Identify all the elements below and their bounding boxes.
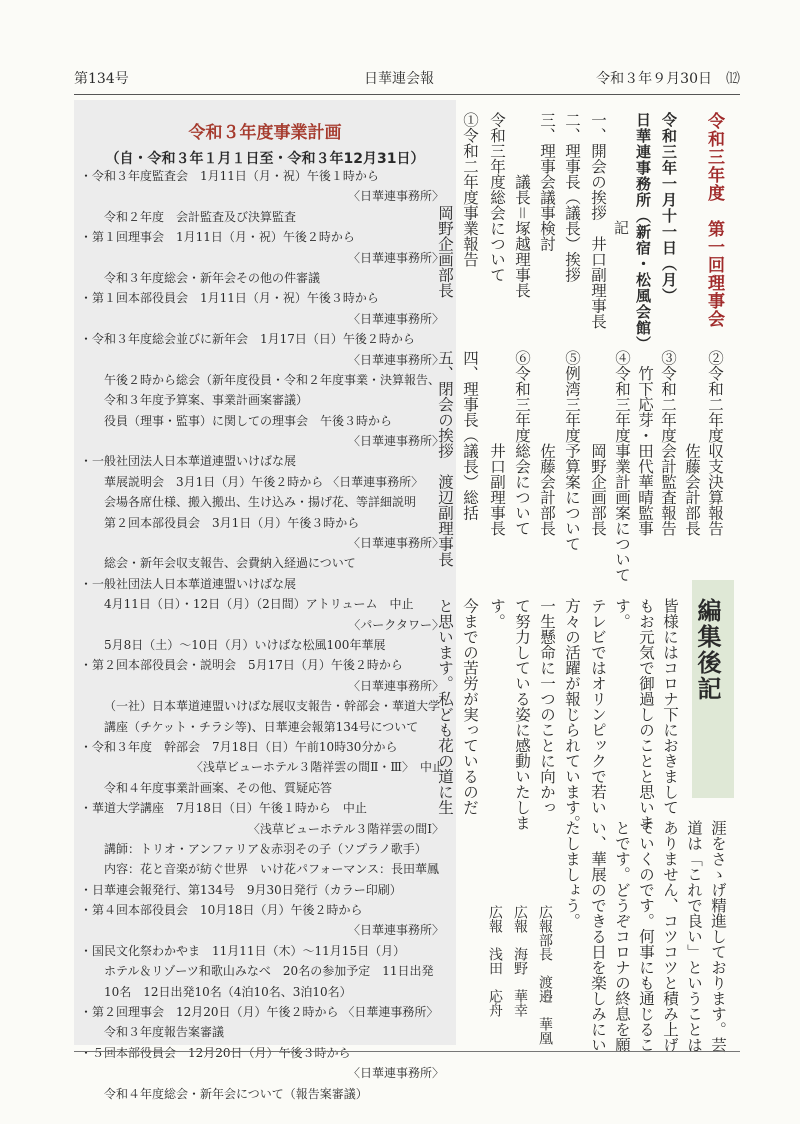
editorial-line: 皆様にはコロナ下におきまして bbox=[661, 598, 679, 815]
editorial-line: ていくのです。何事にも通じるこ bbox=[637, 820, 655, 1053]
agenda-item: 井口副理事長 bbox=[488, 350, 506, 536]
newsletter-title: 日華連会報 bbox=[364, 71, 434, 87]
meeting-place: 日華連事務所（新宿・松風会館） bbox=[634, 112, 652, 352]
plan-line: 5月8日（土）～10日（月）いけばな松風100年華展 bbox=[104, 637, 386, 652]
plan-line: 〈浅草ビューホテル３階祥雲の間Ⅰ〉 bbox=[247, 821, 444, 836]
editorial-line: ありません、コツコツと積み上げ bbox=[661, 820, 679, 1053]
editorial-line: 今までの苦労が実っているのだ bbox=[461, 598, 479, 815]
plan-line: 講師：トリオ・アンファリア＆赤羽その子（ソプラノ歌手） bbox=[104, 841, 427, 856]
plan-line: ・令和３年度監査会 1月11日（月・祝）午後１時から bbox=[80, 169, 379, 183]
plan-line: ・令和３年度総会並びに新年会 1月17日（日）午後２時から bbox=[80, 332, 415, 347]
plan-line: 〈日華連事務所〉 bbox=[347, 250, 444, 265]
plan-line: 役員（理事・監事）に関しての理事会 午後３時から bbox=[104, 413, 393, 428]
meeting-date: 令和三年一月十一日（月） bbox=[660, 112, 678, 304]
issue-date: 令和３年９月30日 bbox=[596, 71, 712, 87]
agenda-item: ④令和三年度事業計画案について bbox=[613, 350, 631, 583]
plan-line: 講座（チケット・チラシ等)、日華連会報第134号について bbox=[104, 719, 419, 734]
plan-line: 令和２年度 会計監査及び決算監査 bbox=[104, 209, 297, 224]
editorial-line: 一生懸命に一つのことに向かっ bbox=[538, 598, 556, 815]
agenda-item: ③令和二年度会計監査報告 bbox=[659, 350, 677, 536]
plan-line: ・第２回本部役員会・説明会 5月17日（月）午後２時から bbox=[80, 658, 403, 673]
plan-line: ・第２回理事会 12月20日（月）午後２時から 〈日華連事務所〉 bbox=[80, 1005, 439, 1020]
agenda-item: 令和三年度総会について bbox=[488, 112, 506, 283]
editorial-title: 編集後記 bbox=[693, 598, 721, 702]
agenda-item: ②令和二年度収支決算報告 bbox=[706, 350, 724, 536]
plan-period: （自・令和３年１月１日至・令和３年12月31日） bbox=[105, 151, 425, 167]
agenda-item: 議長＝塚越理事長 bbox=[513, 112, 531, 299]
plan-line: 〈日華連事務所〉 bbox=[347, 1066, 444, 1081]
plan-line: ・第４回本部役員会 10月18日（月）午後２時から bbox=[80, 903, 363, 918]
plan-line: 午後２時から総会（新年度役員・令和２年度事業・決算報告、 bbox=[104, 372, 441, 387]
plan-line: ・令和３年度 幹部会 7月18日（日）午前10時30分から bbox=[80, 739, 398, 754]
agenda-item: 四、理事長（議長）総括 bbox=[461, 350, 479, 521]
plan-line: 会場各席仕様、搬入搬出、生け込み・揚げ花、等詳細説明 bbox=[104, 495, 417, 510]
editorial-line: て努力している姿に感動いたしま bbox=[513, 598, 531, 831]
plan-line: 第２回本部役員会 3月1日（月）午後３時から bbox=[104, 515, 360, 530]
plan-line: ・国民文化祭わかやま 11月11日（木）～11月15日（月） bbox=[80, 943, 406, 958]
editorial-line: と思います。私ども花の道に生 bbox=[436, 598, 454, 815]
plan-line: ・一般社団法人日本華道連盟いけばな展 bbox=[80, 576, 297, 591]
plan-line: 〈日華連事務所〉 bbox=[347, 923, 444, 938]
footer-rule bbox=[74, 1051, 740, 1052]
meeting-title: 令和三年度 第一回理事会 bbox=[704, 112, 724, 328]
plan-line: 令和４年度総会・新年会について（報告案審議） bbox=[104, 1086, 368, 1101]
editorial-line: 方々の活躍が報じられています。 bbox=[563, 598, 581, 831]
plan-line: 令和３年度報告案審議 bbox=[104, 1025, 225, 1040]
editorial-line: とです。どうぞコロナの終息を願 bbox=[613, 820, 631, 1053]
agenda-item: 三、理事会議事検討 bbox=[538, 112, 556, 252]
plan-title: 令和３年度事業計画 bbox=[188, 123, 342, 143]
agenda-item: 五、閉会の挨拶 渡辺副理事長 bbox=[436, 350, 454, 567]
plan-line: 4月11日（日）・12日（月）（2日間）アトリューム 中止 bbox=[104, 597, 414, 612]
meeting-ki: 記 bbox=[612, 220, 630, 236]
plan-line: 〈パークタワー〉 bbox=[348, 617, 444, 632]
agenda-item: ⑤例湾三年度予算案について bbox=[563, 350, 581, 552]
plan-line: ・日華連会報発行、第134号 9月30日発行（カラー印刷） bbox=[80, 882, 402, 897]
agenda-item: 一、開会の挨拶 井口副理事長 bbox=[589, 112, 607, 329]
plan-line: （一社）日本華道連盟いけばな展収支報告・幹部会・華道大学 bbox=[104, 699, 441, 714]
agenda-item: 岡野企画部長 bbox=[589, 350, 607, 536]
plan-list bbox=[78, 166, 452, 1104]
plan-line: 令和３年度総会・新年会その他の件審議 bbox=[104, 270, 321, 285]
plan-line: 〈日華連事務所〉 bbox=[347, 678, 444, 693]
issue-date-page bbox=[596, 68, 740, 88]
signature-line: 広報 海野 華幸 bbox=[512, 905, 528, 1017]
agenda-item: 岡野企画部長 bbox=[436, 112, 454, 298]
editorial-line: 道は「これで良い」ということは bbox=[685, 820, 703, 1053]
agenda-item: 佐藤会計部長 bbox=[538, 350, 556, 536]
editorial-line: テレビではオリンピックで若い bbox=[589, 598, 607, 815]
plan-line: 〈日華連事務所〉 bbox=[347, 536, 444, 551]
agenda-item: 佐藤会計部長 bbox=[683, 350, 701, 536]
page-header bbox=[74, 68, 740, 92]
plan-line: 総会・新年会収支報告、会費納入経過について bbox=[104, 556, 356, 571]
header-rule bbox=[74, 94, 740, 95]
plan-line: ・第１回本部役員会 1月11日（月・祝）午後３時から bbox=[80, 291, 379, 306]
plan-line: 〈日華連事務所〉 bbox=[347, 189, 444, 204]
plan-line: 〈浅草ビューホテル３階祥雲の間Ⅱ・Ⅲ〉 中止 bbox=[190, 760, 444, 775]
plan-line: 華展説明会 3月1日（月）午後２時から 〈日華連事務所〉 bbox=[104, 474, 424, 489]
signature-line: 広報部長 渡邉 華凰 bbox=[537, 905, 553, 1045]
plan-line: 〈日華連事務所〉 bbox=[347, 352, 444, 367]
issue-number: 第134号 bbox=[74, 71, 129, 87]
plan-line: ・第１回理事会 1月11日（月・祝）午後２時から bbox=[80, 230, 355, 245]
agenda-item: 竹下応芽・田代華晴監事 bbox=[636, 350, 654, 536]
plan-line: 令和４年度事業計画案、その他、質疑応答 bbox=[104, 780, 333, 795]
plan-line: ホテル＆リゾーツ和歌山みなべ 20名の参加予定 11日出発 bbox=[104, 964, 434, 979]
editorial-line: もお元気で御過しのことと思いま bbox=[637, 598, 655, 831]
agenda-item: ①令和二年度事業報告 bbox=[461, 112, 479, 267]
plan-line: 令和３年度予算案、事業計画案審議） bbox=[104, 393, 309, 408]
plan-line: 10名 12日出発10名（4泊10名、3泊10名） bbox=[104, 984, 352, 999]
editorial-line: 涯をさゝげ精進しております。芸 bbox=[709, 820, 727, 1053]
plan-line: 〈日華連事務所〉 bbox=[347, 311, 444, 326]
plan-line: ・一般社団法人日本華道連盟いけばな展 bbox=[80, 454, 297, 469]
plan-line: ・華道大学講座 7月18日（日）午後１時から 中止 bbox=[80, 801, 367, 816]
editorial-line: す。 bbox=[613, 598, 631, 629]
signature-line: 広報 浅田 応舟 bbox=[487, 905, 503, 1017]
plan-line: 〈日華連事務所〉 bbox=[347, 434, 444, 449]
editorial-line: たしましょう。 bbox=[563, 820, 581, 929]
agenda-item: ⑥令和三年度総会について bbox=[513, 350, 531, 536]
editorial-line: い、華展のできる日を楽しみにい bbox=[589, 820, 607, 1053]
editorial-line: す。 bbox=[488, 598, 506, 629]
plan-line: ・５回本部役員会 12月20日（月）午後３時から bbox=[80, 1045, 351, 1060]
plan-line: 内容：花と音楽が紡ぐ世界 いけ花パフォーマンス：長田華鳳 bbox=[104, 862, 440, 877]
page-number: ⑿ bbox=[726, 71, 740, 87]
agenda-item: 二、理事長（議長）挨拶 bbox=[563, 112, 581, 283]
